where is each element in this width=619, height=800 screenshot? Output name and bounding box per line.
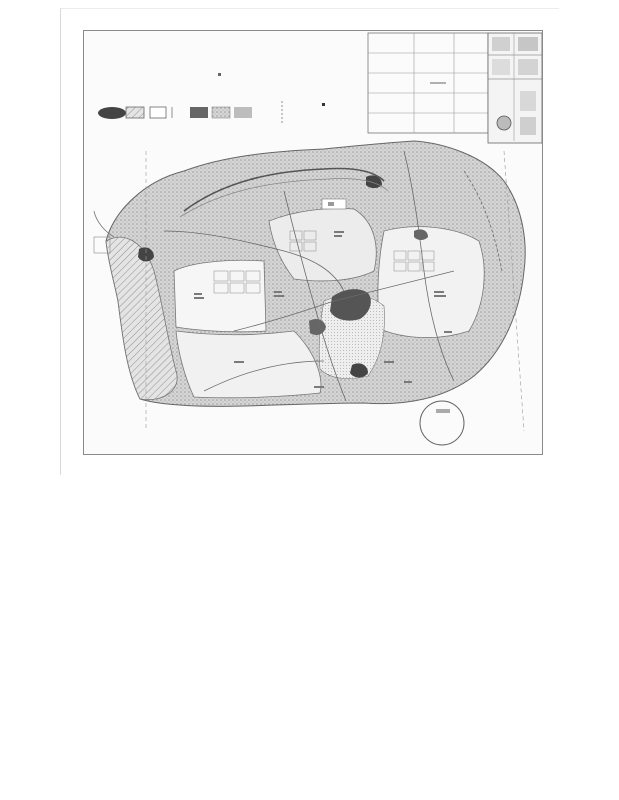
- water-symbol: [98, 107, 126, 119]
- hatched-area-symbol: [126, 107, 144, 118]
- building-symbol: [150, 107, 166, 118]
- site-area: [94, 141, 525, 431]
- site-map: [84, 31, 542, 454]
- light-vegetation-symbol: [212, 107, 230, 118]
- legend: [98, 73, 325, 123]
- circular-feature: [420, 401, 464, 445]
- dense-vegetation-symbol: [190, 107, 208, 118]
- title-block: [368, 33, 542, 143]
- open-area-symbol: [234, 107, 252, 118]
- map-frame: [83, 30, 543, 455]
- seal-icon: [497, 116, 511, 130]
